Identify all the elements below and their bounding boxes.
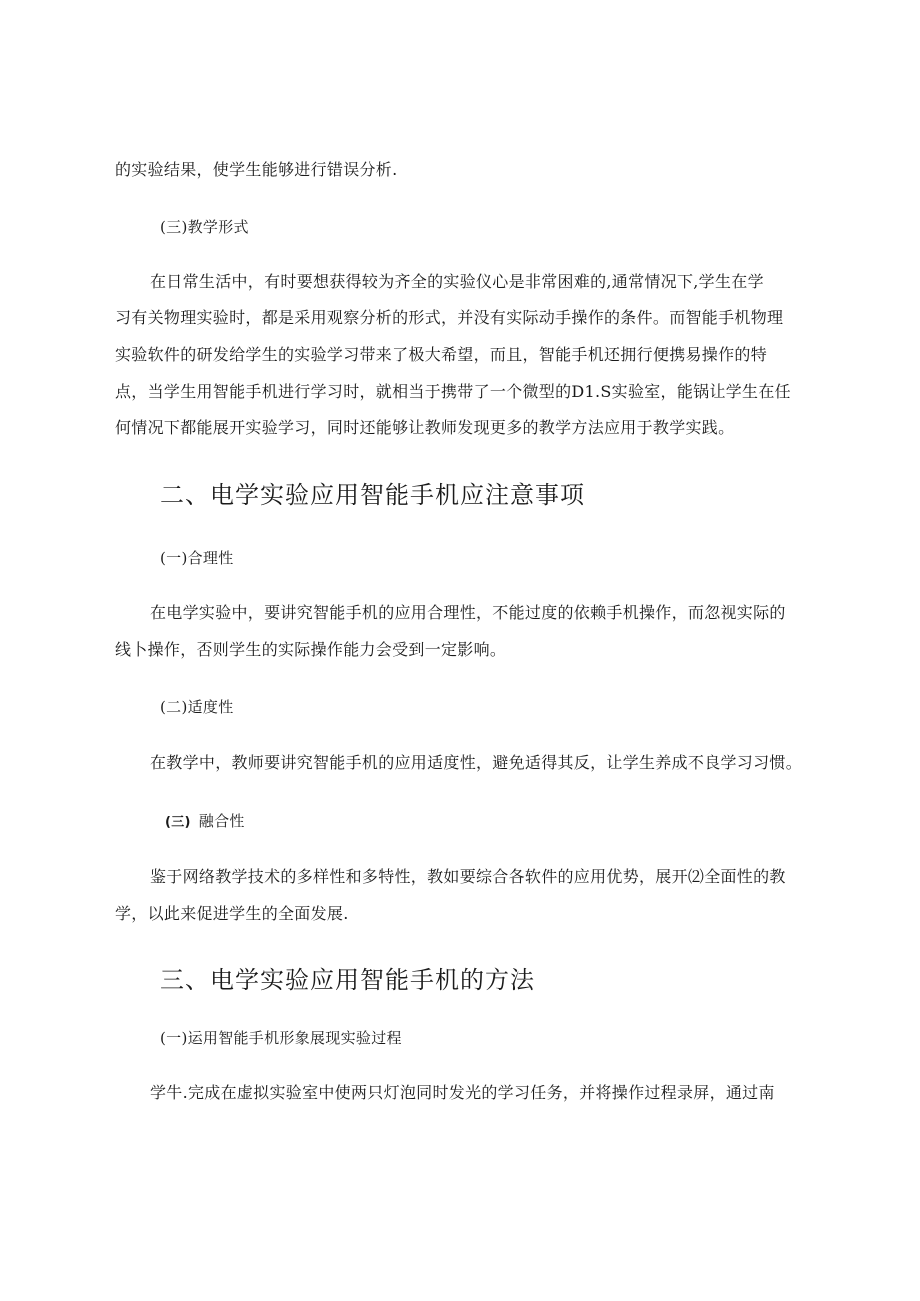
- paragraph-line: 实验软件的研发给学生的实验学习带来了极大希望，而且，智能手机还拥行便携易操作的特: [115, 345, 768, 364]
- paragraph-line: 在教学中，教师要讲究智能手机的应用适度性，避免适得其反，让学生养成不良学习习惯。: [150, 753, 803, 772]
- paragraph-line: 学，以此来促进学生的全面发展.: [115, 904, 349, 923]
- section-heading-2: 二、电学实验应用智能手机应注意事项: [160, 481, 585, 509]
- subheading-rationality: (一)合理性: [160, 549, 234, 567]
- section-heading-3: 三、电学实验应用智能手机的方法: [160, 966, 535, 994]
- subheading-moderation: (二)适度性: [160, 698, 234, 716]
- paragraph-line: 点，当学生用智能手机进行学习时，就相当于携带了一个微型的D1.S实验室，能锅让学生在任: [115, 382, 791, 401]
- paragraph-line: 学牛.完成在虚拟实验室中使两只灯泡同时发光的学习任务，并将操作过程录屏，通过南: [150, 1083, 775, 1102]
- paragraph-line: 线卜操作，否则学生的实际操作能力会受到一定影响。: [115, 640, 507, 659]
- subheading-teaching-form: (三)教学形式: [160, 218, 249, 236]
- paragraph-line: 习有关物理实验时，都是采用观察分析的形式，并没有实际动手操作的条件。而智能手机物理: [115, 308, 784, 327]
- subheading-label: 融合性: [198, 812, 245, 830]
- paragraph-line: 在日常生活中，有时要想获得较为齐全的实验仪心是非常困难的,通常情况下,学生在学: [150, 272, 764, 291]
- paragraph-line: 的实验结果，使学生能够进行错误分析.: [115, 160, 398, 179]
- paragraph-line: 鉴于网络教学技术的多样性和多特性，教如要综合各软件的应用优势，展开⑵全面性的教: [150, 867, 786, 886]
- subheading-integration: [165, 811, 245, 833]
- subheading-number: (三): [165, 815, 191, 830]
- subheading-show-process: (一)运用智能手机形象展现实验过程: [160, 1029, 402, 1047]
- paragraph-line: 何情况下都能展开实验学习，同时还能够让教师发现更多的教学方法应用于教学实践。: [115, 418, 735, 437]
- paragraph-line: 在电学实验中，要讲究智能手机的应用合理性，不能过度的依赖手机操作，而忽视实际的: [150, 603, 786, 622]
